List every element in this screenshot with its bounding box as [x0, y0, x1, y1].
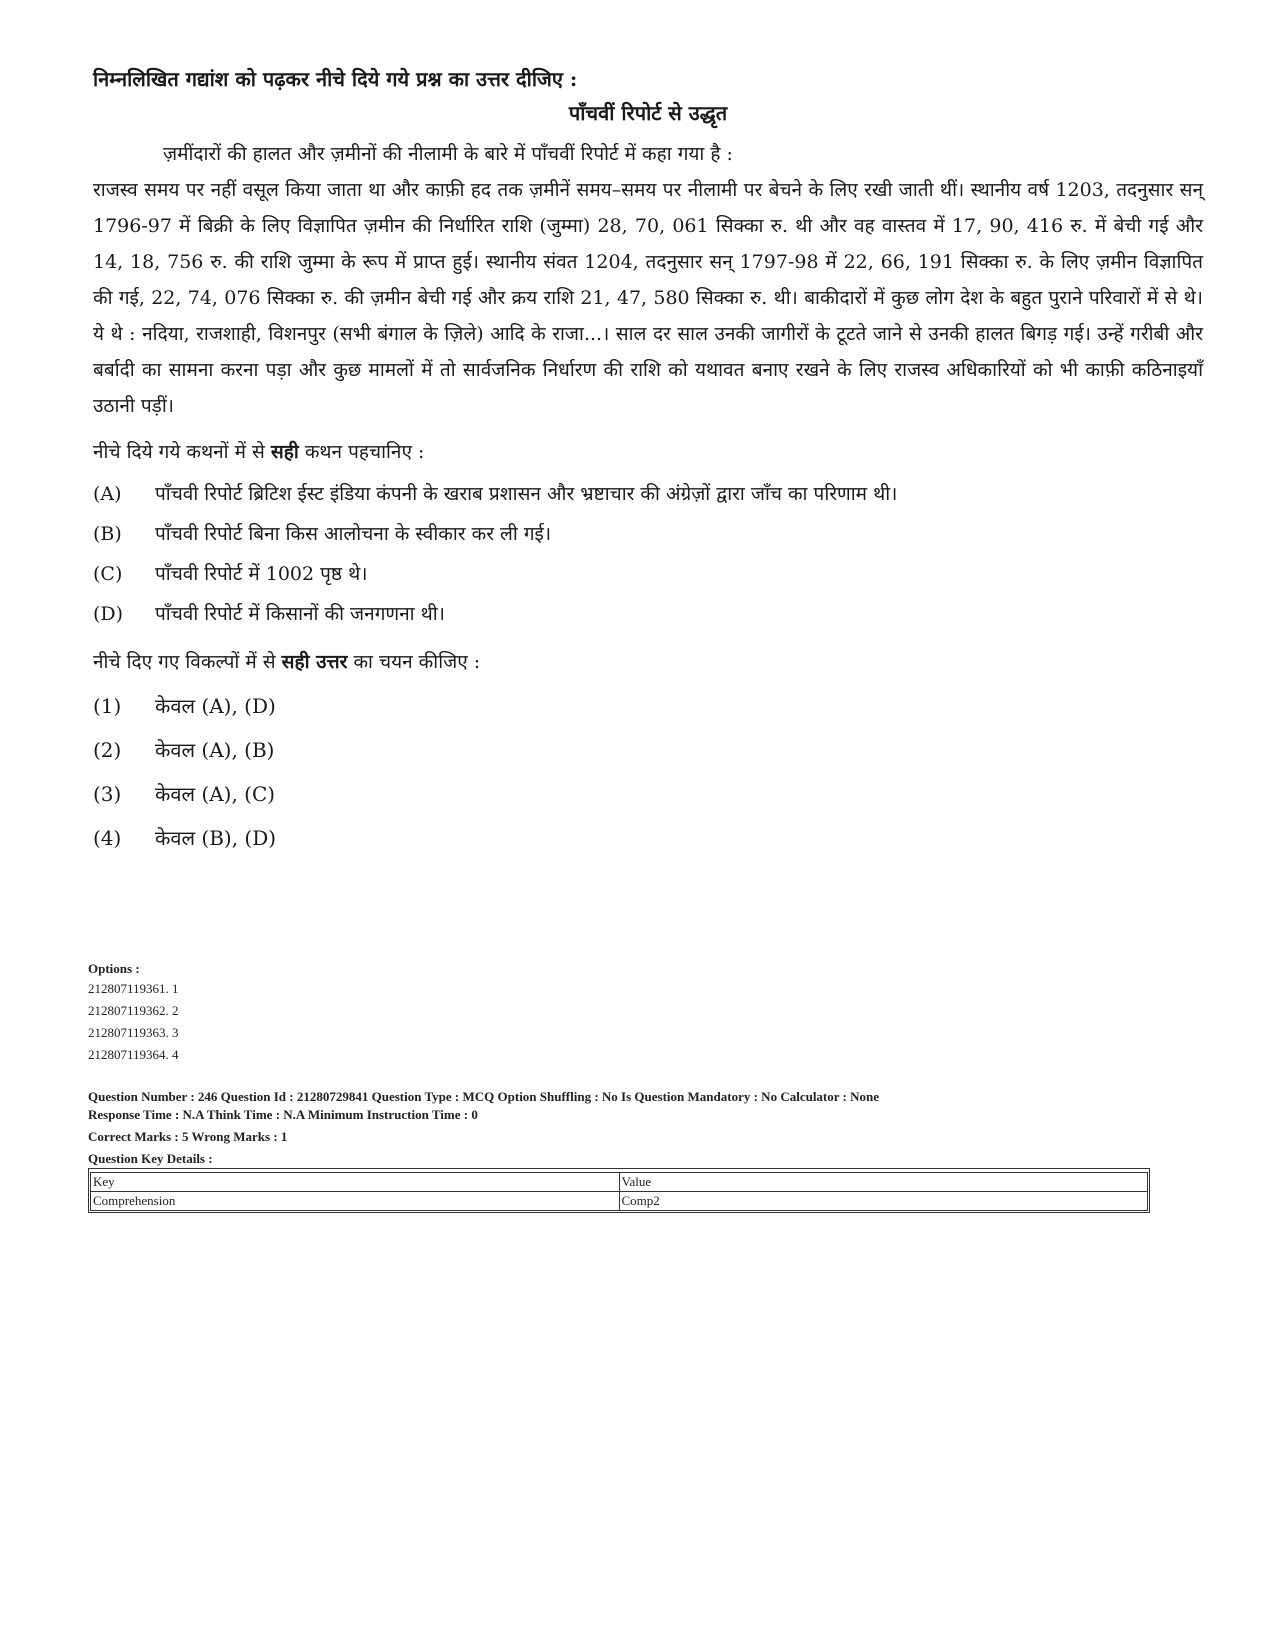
statement-c [93, 554, 1203, 594]
statement-text: पाँचवी रिपोर्ट में किसानों की जनगणना थी। [155, 603, 445, 625]
answer-choice-3[interactable] [93, 772, 1203, 816]
question-instruction: निम्नलिखित गद्यांश को पढ़कर नीचे दिये गये प्रश्न का उत्तर दीजिए : [93, 67, 578, 91]
marks-line: Correct Marks : 5 Wrong Marks : 1 [88, 1129, 288, 1144]
option-id: 212807119363. 3 [88, 1025, 179, 1040]
statement-text: पाँचवी रिपोर्ट में 1002 पृष्ठ थे। [155, 563, 368, 585]
prompt-text: का चयन कीजिए : [347, 651, 481, 673]
statement-text: पाँचवी रिपोर्ट बिना किस आलोचना के स्वीकार कर ली गई। [155, 523, 552, 545]
answer-prompt [93, 644, 1203, 680]
choice-label: (1) [93, 694, 122, 718]
statement-label: (B) [93, 523, 122, 545]
table-cell-key: Comprehension [91, 1192, 620, 1211]
passage-intro: ज़मींदारों की हालत और ज़मीनों की नीलामी के बारे में पाँचवीं रिपोर्ट में कहा गया है : [163, 143, 733, 165]
key-details-table [88, 1168, 1150, 1213]
table-header-value: Value [619, 1173, 1148, 1192]
prompt-text: नीचे दिए गए विकल्पों में से [93, 651, 282, 673]
question-info-line: Question Number : 246 Question Id : 21280729841 Question Type : MCQ Option Shuffling : No Is Question Mandatory : No Calculator : None [88, 1089, 880, 1104]
options-label: Options : [88, 961, 140, 976]
table-header-row [91, 1173, 1148, 1192]
passage-title: पाँचवीं रिपोर्ट से उद्धृत [568, 101, 728, 125]
statement-label: (C) [93, 563, 123, 585]
response-time-line: Response Time : N.A Think Time : N.A Minimum Instruction Time : 0 [88, 1107, 478, 1122]
option-id: 212807119362. 2 [88, 1003, 179, 1018]
passage-body: राजस्व समय पर नहीं वसूल किया जाता था और काफ़ी हद तक ज़मीनें समय–समय पर नीलामी पर बेचने के लिए रखी जाती थीं। स्थानीय वर्ष 1203, तदनुसार सन् 1796-97 में बिक्री के लिए विज्ञापित ज़मीन की निर्धारित राशि (जुम्मा) 28, 70, 061 सिक्का रु. थी और वह वास्तव में 17, 90, 416 रु. में बेची गई और 14, 18, 756 रु. की राशि जुम्मा के रूप में प्राप्त हुई। स्थानीय संवत 1204, तदनुसार सन् 1797-98 में 22, 66, 191 सिक्का रु. के लिए ज़मीन विज्ञापित की गई, 22, 74, 076 सिक्का रु. की ज़मीन बेची गई और क्रय राशि 21, 47, 580 सिक्का रु. थी। बाकीदारों में कुछ लोग देश के बहुत पुराने परिवारों में से थे। ये थे : नदिया, राजशाही, विशनपुर (सभी बंगाल के ज़िले) आदि के राजा...। साल दर साल उनकी जागीरों के टूटते जाने से उनकी हालत बिगड़ गई। उन्हें गरीबी और बर्बादी का सामना करना पड़ा और कुछ मामलों में तो सार्वजनिक निर्धारण की राशि को यथावत बनाए रखने के लिए राजस्व अधिकारियों को भी काफ़ी कठिनाइयाँ उठानी पड़ीं। [93, 179, 1203, 417]
prompt-emphasis: सही उत्तर [281, 651, 348, 673]
table-row [91, 1192, 1148, 1211]
choice-text: केवल (B), (D) [155, 826, 277, 850]
answer-choice-1[interactable] [93, 684, 1203, 728]
question-metadata [88, 960, 1188, 1213]
choice-label: (2) [93, 738, 122, 762]
prompt-text: नीचे दिये गये कथनों में से [93, 441, 271, 463]
answer-choice-2[interactable] [93, 728, 1203, 772]
choice-text: केवल (A), (D) [155, 694, 276, 718]
table-cell-value: Comp2 [619, 1192, 1148, 1211]
question-block [93, 62, 1203, 860]
prompt-text: कथन पहचानिए : [298, 441, 425, 463]
statement-prompt [93, 434, 1203, 470]
statement-text: पाँचवी रिपोर्ट ब्रिटिश ईस्ट इंडिया कंपनी के खराब प्रशासन और भ्रष्टाचार की अंग्रेज़ों द्वारा जाँच का परिणाम थी। [155, 483, 898, 505]
prompt-emphasis: सही [270, 441, 299, 463]
statement-label: (D) [93, 603, 124, 625]
choice-label: (3) [93, 782, 122, 806]
statement-b [93, 514, 1203, 554]
option-id: 212807119361. 1 [88, 981, 179, 996]
key-details-label: Question Key Details : [88, 1151, 213, 1166]
statement-a [93, 474, 1203, 514]
answer-choice-4[interactable] [93, 816, 1203, 860]
statement-label: (A) [93, 483, 122, 505]
choice-text: केवल (A), (B) [155, 738, 275, 762]
statement-d [93, 594, 1203, 634]
option-id: 212807119364. 4 [88, 1047, 179, 1062]
table-header-key: Key [91, 1173, 620, 1192]
choice-text: केवल (A), (C) [155, 782, 276, 806]
choice-label: (4) [93, 826, 122, 850]
